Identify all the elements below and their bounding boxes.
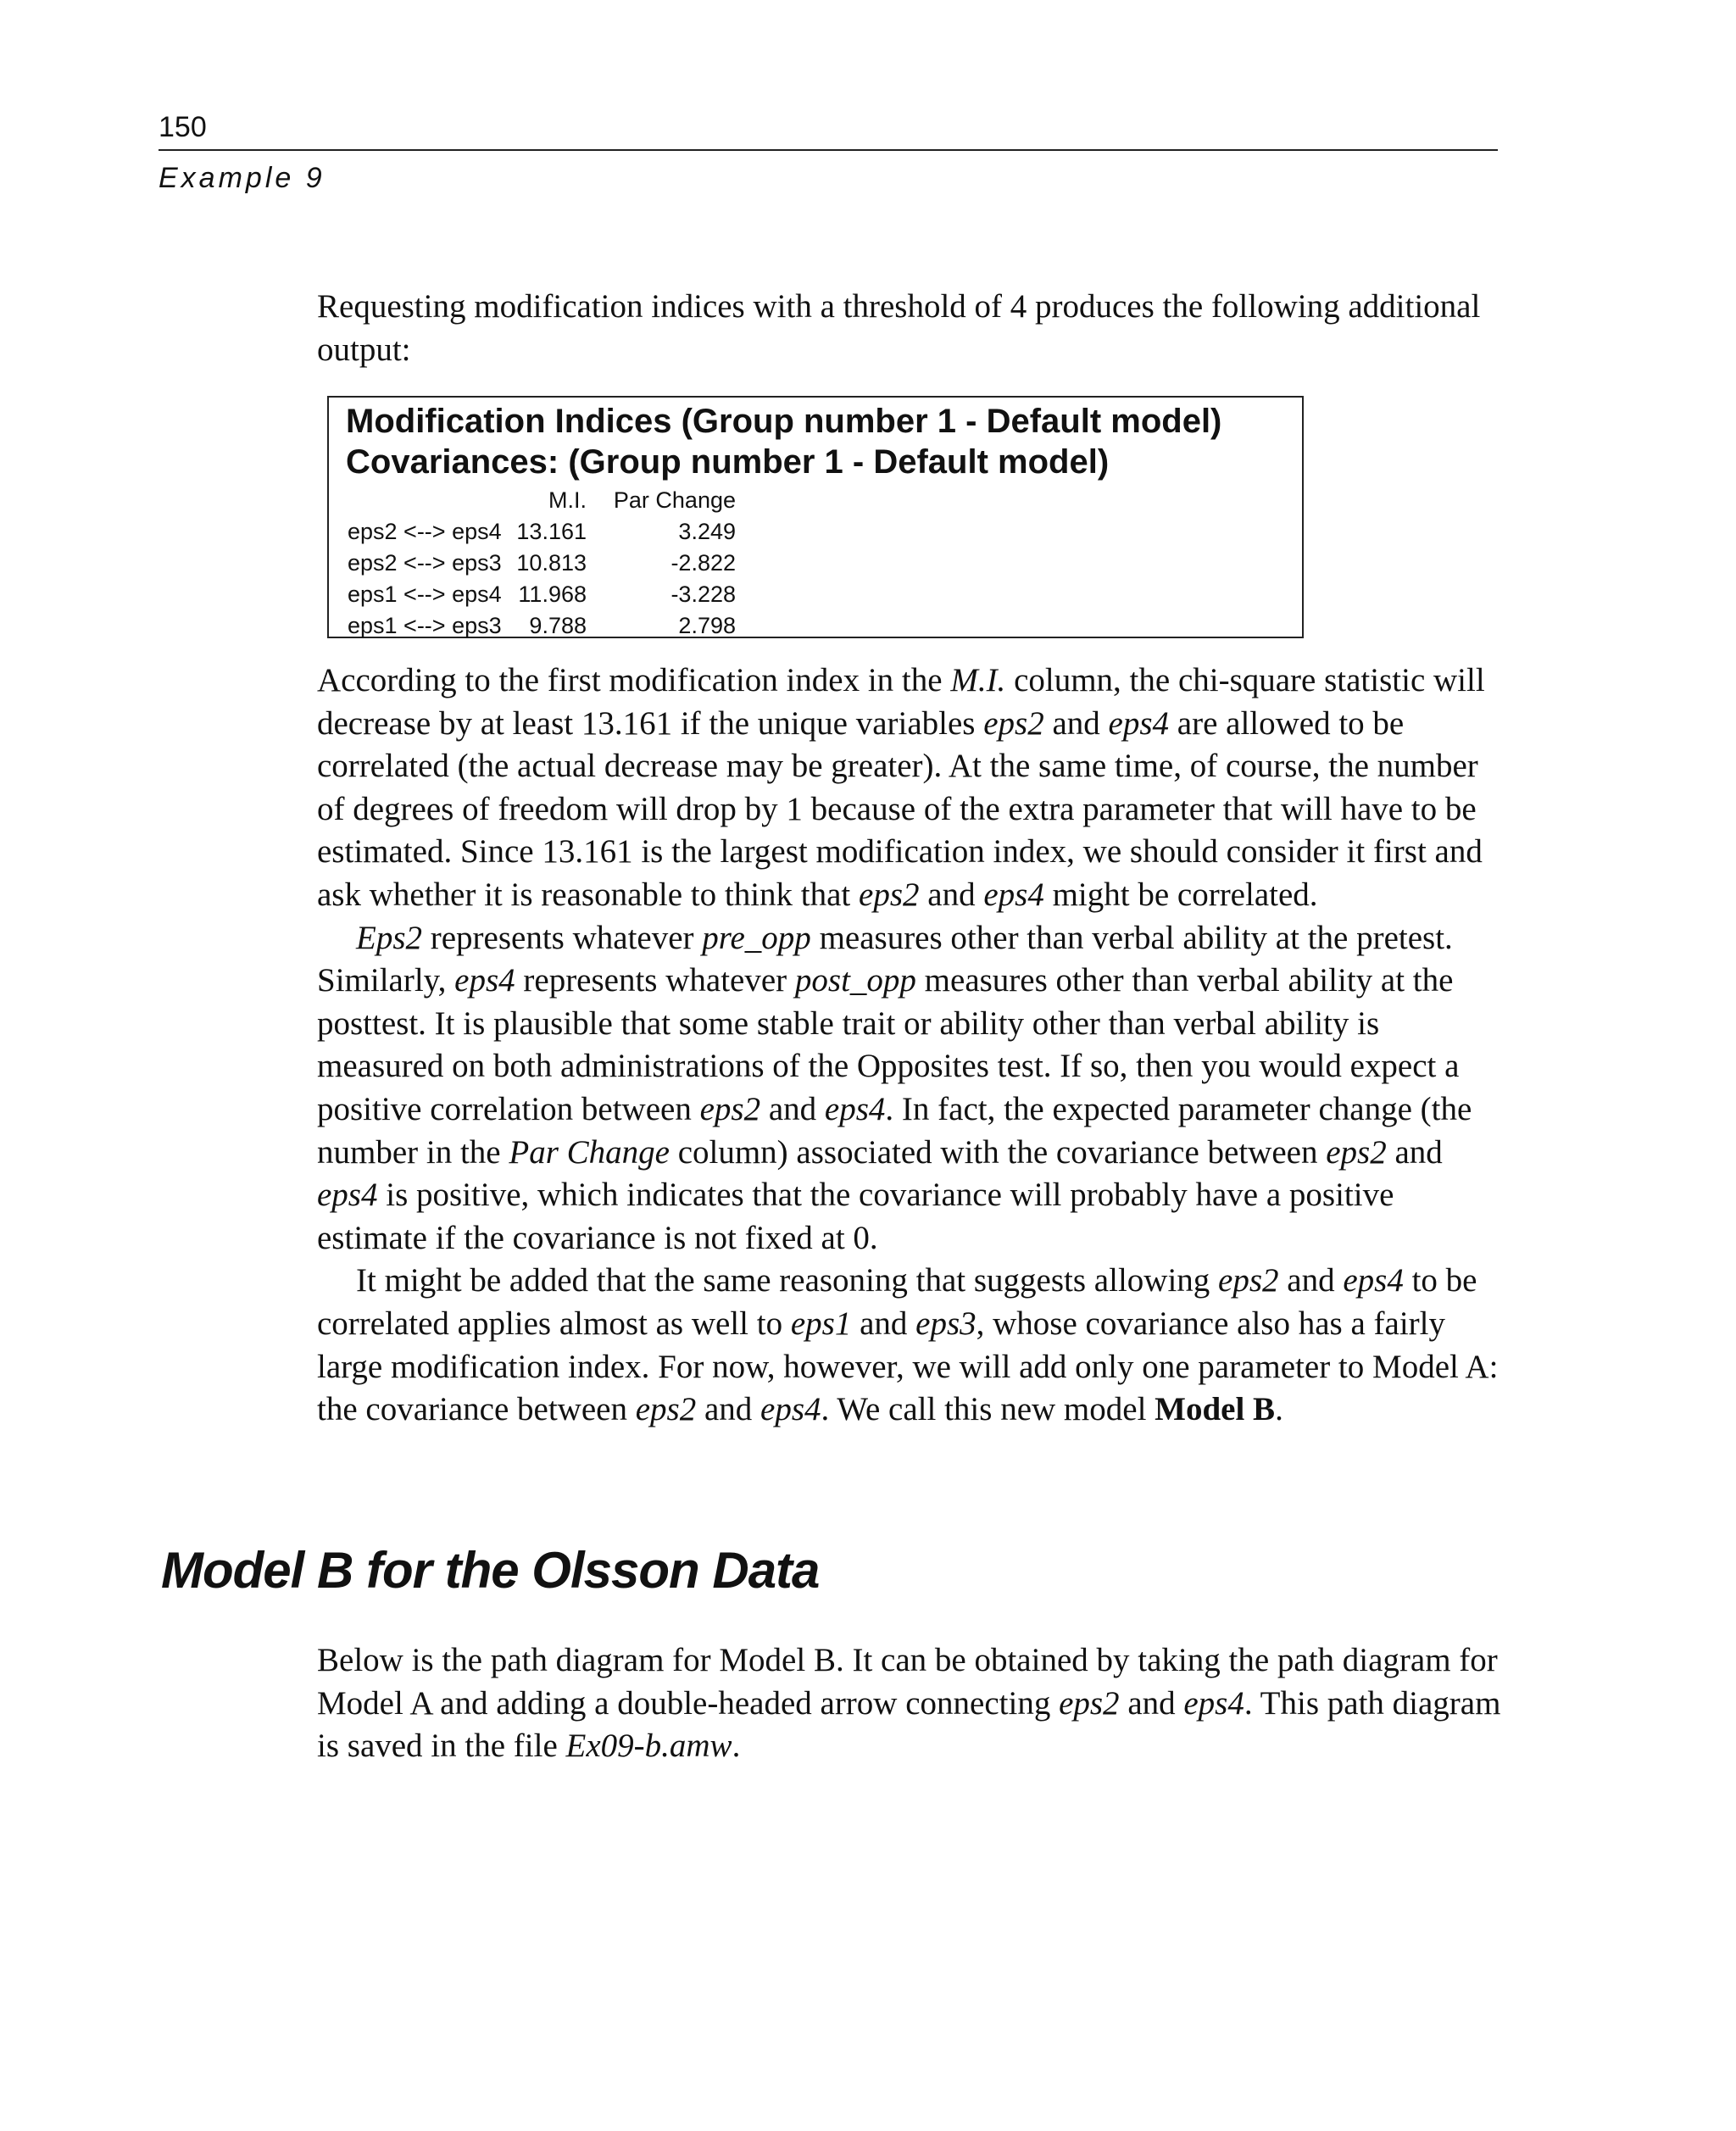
- output-title: Modification Indices (Group number 1 - Default model): [346, 403, 1222, 440]
- table-row: [348, 610, 736, 642]
- par-change-column-header: Par Change: [613, 487, 736, 513]
- mi-header-row: [348, 485, 736, 516]
- intro-paragraph: [317, 286, 1504, 371]
- text-run: .: [732, 1728, 741, 1765]
- italic-run: Eps2: [356, 919, 422, 956]
- text-run: column, the chi-square statistic will decrease by at least 13.161 if the unique variables: [317, 662, 1485, 742]
- text-run: According to the first modification index in the: [317, 662, 951, 698]
- text-run: is positive, which indicates that the covariance will probably have a positive estimate if the covariance is not fixed at 0.: [317, 1177, 1394, 1256]
- header-rule: [159, 149, 1498, 151]
- text-run: , whose covariance also has a fairly large modification index. For now, however, we will add only one parameter to Model A: the covariance between: [317, 1305, 1499, 1428]
- italic-run: eps2: [859, 876, 920, 913]
- intro-text: Requesting modification indices with a threshold of 4 produces the following additional output:: [317, 288, 1481, 368]
- covariance-label: eps2 <--> eps4: [348, 519, 502, 544]
- mi-table: [348, 485, 736, 642]
- italic-run: eps2: [983, 704, 1044, 742]
- mi-value: 9.788: [529, 613, 587, 638]
- italic-run: eps3: [915, 1305, 976, 1342]
- italic-run: eps2: [1326, 1133, 1387, 1171]
- text-run: It might be added that the same reasoning that suggests allowing: [356, 1262, 1219, 1299]
- table-row: [348, 548, 736, 579]
- section-heading: Model B for the Olsson Data: [161, 1542, 820, 1599]
- italic-run: Par Change: [509, 1133, 670, 1171]
- italic-run: post_opp: [794, 962, 916, 999]
- text-run: represents whatever: [515, 962, 795, 999]
- paragraph-mi-interpretation: [317, 659, 1504, 917]
- italic-run: eps2: [1218, 1262, 1279, 1299]
- running-title: Example 9: [159, 162, 326, 194]
- text-run: represents whatever: [422, 919, 703, 956]
- output-subtitle: Covariances: (Group number 1 - Default model): [346, 443, 1110, 481]
- italic-run: Ex09-b.amw: [565, 1728, 732, 1765]
- italic-run: eps4: [824, 1090, 886, 1127]
- text-run: and: [1278, 1262, 1344, 1299]
- text-run: to be correlated applies almost as well to: [317, 1262, 1477, 1342]
- table-row: [348, 579, 736, 610]
- italic-run: eps4: [454, 962, 515, 999]
- text-run: might be correlated.: [1043, 876, 1318, 913]
- par-change-value: 2.798: [678, 613, 736, 638]
- covariance-label: eps1 <--> eps3: [348, 613, 502, 638]
- italic-run: pre_opp: [702, 919, 811, 956]
- mi-value: 13.161: [516, 519, 587, 544]
- text-run: .: [1275, 1391, 1283, 1428]
- mi-column-header: M.I.: [548, 487, 587, 513]
- text-run: . We call this new model: [821, 1391, 1155, 1428]
- italic-run: eps4: [760, 1391, 821, 1428]
- text-run: are allowed to be correlated (the actual decrease may be greater). At the same time, of course, the number of degrees of freedom will drop by 1 because of the extra parameter that will have to be estimated. Since 13.161 is the largest modification index, we should consider it first and ask whether it is reasonable to think that: [317, 704, 1483, 913]
- italic-run: eps4: [1183, 1684, 1244, 1722]
- paragraph-path-diagram: [317, 1639, 1504, 1768]
- covariance-label: eps1 <--> eps4: [348, 581, 502, 607]
- page-number: 150: [159, 111, 207, 143]
- italic-run: eps2: [699, 1090, 761, 1127]
- text-run: . In fact, the expected parameter change (the number in the: [317, 1090, 1472, 1171]
- text-run: and: [851, 1305, 916, 1342]
- text-run: and: [1043, 704, 1109, 742]
- par-change-value: 3.249: [678, 519, 736, 544]
- table-row: [348, 516, 736, 548]
- modification-indices-output: [327, 396, 1304, 638]
- text-run: measures other than verbal ability at the posttest. It is plausible that some stable trait or ability other than verbal ability is measured on both administrations of the Opposites test. If so, then you would expect a positive correlation between: [317, 962, 1460, 1127]
- paragraph-model-b-intro: [317, 1260, 1504, 1431]
- par-change-value: -3.228: [670, 581, 736, 607]
- bold-run: Model B: [1155, 1391, 1276, 1428]
- text-run: and: [696, 1391, 761, 1428]
- mi-value: 11.968: [518, 581, 587, 607]
- italic-run: eps4: [983, 876, 1044, 913]
- discussion-block: [317, 659, 1504, 1432]
- paragraph-eps-meaning: [317, 917, 1504, 1260]
- par-change-value: -2.822: [670, 550, 736, 576]
- text-run: column) associated with the covariance between: [669, 1133, 1327, 1171]
- text-run: Below is the path diagram for Model B. It can be obtained by taking the path diagram for Model A and adding a double-headed arrow connecting: [317, 1642, 1498, 1722]
- italic-run: eps4: [1108, 704, 1170, 742]
- text-run: . This path diagram is saved in the file: [317, 1684, 1501, 1765]
- covariance-label: eps2 <--> eps3: [348, 550, 502, 576]
- text-run: and: [1119, 1684, 1184, 1722]
- text-run: and: [760, 1090, 825, 1127]
- italic-run: M.I.: [950, 662, 1006, 698]
- italic-run: eps2: [635, 1391, 697, 1428]
- section-paragraph: [317, 1639, 1504, 1768]
- italic-run: eps4: [1343, 1262, 1404, 1299]
- italic-run: eps1: [790, 1305, 852, 1342]
- mi-value: 10.813: [516, 550, 587, 576]
- text-run: and: [919, 876, 984, 913]
- text-run: measures other than verbal ability at the pretest. Similarly,: [317, 919, 1453, 999]
- text-run: and: [1386, 1133, 1443, 1171]
- italic-run: eps4: [317, 1177, 378, 1214]
- italic-run: eps2: [1059, 1684, 1120, 1722]
